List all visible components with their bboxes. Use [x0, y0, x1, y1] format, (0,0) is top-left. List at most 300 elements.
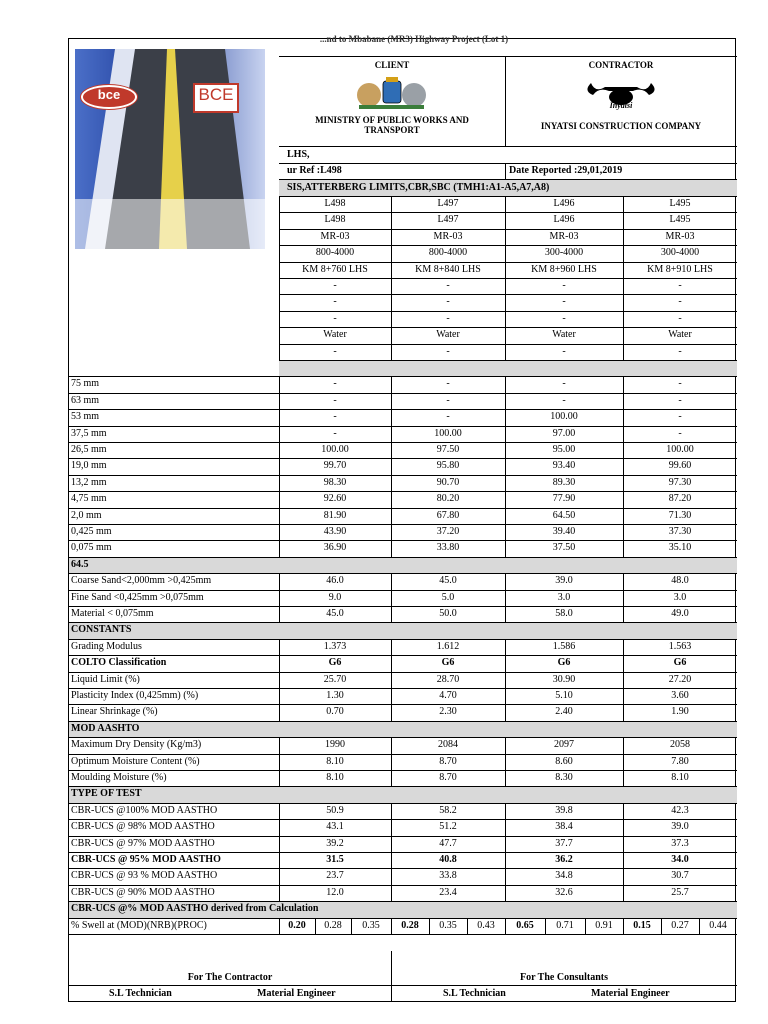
column-line	[623, 426, 624, 442]
column-line	[505, 885, 506, 901]
value-cell: -	[562, 345, 566, 357]
value-cell: -	[562, 280, 566, 291]
for-consultants: For The Consultants	[520, 972, 608, 983]
column-line	[391, 196, 392, 212]
column-line	[391, 426, 392, 442]
value-cell: L497	[437, 198, 459, 209]
value-cell: -	[333, 312, 337, 324]
column-line	[279, 819, 280, 835]
column-line	[279, 278, 280, 294]
value-cell: 36.2	[555, 854, 573, 865]
column-line	[505, 327, 506, 343]
value-cell: 2.40	[555, 706, 573, 718]
value-cell: G6	[673, 657, 687, 669]
column-line	[505, 212, 506, 228]
value-cell: 39.40	[552, 526, 576, 537]
column-line	[391, 770, 392, 786]
column-line	[391, 262, 392, 278]
row-label: Coarse Sand<2,000mm >0,425mm	[71, 575, 212, 587]
value-cell: 8.10	[326, 772, 344, 783]
swell-cell: 0.43	[477, 919, 495, 931]
column-line	[279, 737, 280, 753]
value-cell: 23.7	[326, 870, 344, 882]
column-line	[279, 311, 280, 327]
contractor-logo-text: Inyatsi	[609, 101, 633, 110]
column-line	[279, 262, 280, 278]
value-cell: 2097	[554, 739, 574, 751]
column-line	[279, 475, 280, 491]
swell-cell: 0.35	[362, 919, 380, 931]
value-cell: G6	[441, 657, 455, 669]
column-line	[623, 918, 624, 934]
value-cell: 33.80	[436, 542, 460, 554]
value-cell: 49.0	[671, 608, 689, 619]
material-engineer-contractor: Material Engineer	[257, 988, 336, 999]
column-line	[391, 868, 392, 884]
row-label: Linear Shrinkage (%)	[71, 706, 158, 718]
value-cell: 39.0	[555, 575, 573, 587]
column-line	[623, 393, 624, 409]
value-cell: -	[333, 296, 337, 308]
column-line	[279, 294, 280, 310]
column-line	[505, 754, 506, 770]
swell-cell: 0.71	[556, 919, 574, 931]
value-cell: 2058	[670, 739, 690, 751]
section-heading: MOD AASHTO	[71, 722, 140, 734]
client-label: CLIENT	[374, 60, 410, 70]
client-name: MINISTRY OF PUBLIC WORKS AND TRANSPORT	[315, 115, 469, 135]
value-cell: 36.90	[323, 542, 347, 554]
value-cell: 50.0	[439, 608, 457, 619]
column-line	[623, 524, 624, 540]
column-line	[505, 344, 506, 360]
value-cell: 67.80	[436, 509, 460, 521]
column-line	[623, 885, 624, 901]
value-cell: 2.30	[439, 706, 457, 718]
value-cell: 80.20	[436, 493, 460, 505]
value-cell: 81.90	[323, 509, 347, 521]
value-cell: 25.70	[323, 673, 347, 685]
coat-of-arms-logo	[349, 75, 434, 111]
value-cell: 8.70	[439, 755, 457, 767]
our-ref: ur Ref :L498	[287, 165, 342, 176]
value-cell: -	[333, 411, 337, 423]
column-line	[279, 590, 280, 606]
value-cell: 93.40	[552, 460, 576, 472]
column-line	[505, 672, 506, 688]
value-cell: 12.0	[326, 886, 344, 898]
value-cell: 33.8	[439, 870, 457, 882]
column-line	[391, 212, 392, 228]
section-shade	[69, 722, 737, 737]
column-line	[505, 819, 506, 835]
column-line	[279, 212, 280, 228]
row-label: 53 mm	[71, 411, 100, 423]
value-cell: L498	[324, 198, 346, 209]
value-cell: 39.0	[671, 821, 689, 833]
column-line	[623, 639, 624, 655]
swell-cell: 0.44	[709, 919, 727, 931]
column-line	[391, 672, 392, 688]
column-line	[623, 327, 624, 343]
column-line	[505, 868, 506, 884]
value-cell: 32.6	[555, 886, 573, 898]
value-cell: 40.8	[439, 854, 457, 865]
value-cell: 300-4000	[660, 247, 700, 259]
value-cell: 1.586	[552, 640, 576, 652]
column-line	[467, 918, 468, 934]
column-line	[505, 770, 506, 786]
row-label: 0,425 mm	[71, 526, 112, 537]
column-line	[391, 836, 392, 852]
value-cell: -	[333, 378, 337, 390]
value-cell: -	[446, 411, 450, 423]
column-line	[391, 918, 392, 934]
row-label: 0,075 mm	[71, 542, 112, 554]
column-line	[279, 196, 280, 212]
column-line	[623, 294, 624, 310]
column-line	[623, 212, 624, 228]
value-cell: -	[678, 312, 682, 324]
column-line	[391, 590, 392, 606]
value-cell: 100.00	[550, 411, 578, 423]
section-shade	[69, 558, 737, 573]
row-label: COLTO Classification	[71, 657, 167, 669]
swell-cell: 0.35	[439, 919, 457, 931]
value-cell: 51.2	[439, 821, 457, 833]
value-cell: 39.2	[326, 837, 344, 849]
column-line	[391, 737, 392, 753]
value-cell: -	[678, 378, 682, 390]
column-line	[279, 868, 280, 884]
value-cell: 8.10	[671, 772, 689, 783]
column-line	[505, 311, 506, 327]
value-cell: 39.8	[555, 804, 573, 816]
swell-cell: 0.28	[324, 919, 342, 931]
value-cell: 31.5	[326, 854, 344, 865]
rule-line	[69, 934, 737, 935]
value-cell: 2084	[438, 739, 458, 751]
value-cell: KM 8+910 LHS	[647, 263, 713, 275]
value-cell: L495	[669, 214, 691, 226]
value-cell: 800-4000	[315, 247, 355, 259]
column-line	[545, 918, 546, 934]
value-cell: 8.70	[439, 772, 457, 783]
column-line	[505, 508, 506, 524]
value-cell: -	[678, 427, 682, 439]
column-line	[391, 524, 392, 540]
column-line	[279, 540, 280, 556]
column-line	[391, 442, 392, 458]
column-line	[391, 573, 392, 589]
column-line	[623, 442, 624, 458]
column-line	[391, 803, 392, 819]
value-cell: 46.0	[326, 575, 344, 587]
value-cell: -	[333, 427, 337, 439]
column-line	[505, 606, 506, 622]
value-cell: Water	[436, 329, 460, 341]
material-engineer-consultants: Material Engineer	[591, 988, 670, 999]
row-label: CBR-UCS @ 95% MOD AASTHO	[71, 854, 221, 865]
column-line	[505, 262, 506, 278]
column-line	[391, 409, 392, 425]
value-cell: 97.00	[552, 427, 576, 439]
column-line	[623, 344, 624, 360]
column-line	[505, 196, 506, 212]
value-cell: -	[678, 411, 682, 423]
column-line	[391, 229, 392, 245]
column-line	[505, 294, 506, 310]
sl-technician-contractor: S.L Technician	[109, 988, 172, 999]
section-heading: 64.5	[71, 558, 89, 570]
column-line	[505, 491, 506, 507]
column-line	[623, 803, 624, 819]
column-line	[623, 852, 624, 868]
column-line	[391, 278, 392, 294]
shaded-row	[279, 361, 737, 376]
row-label: Moulding Moisture (%)	[71, 772, 167, 783]
row-label: CBR-UCS @ 97% MOD AASTHO	[71, 837, 215, 849]
column-line	[279, 918, 280, 934]
value-cell: 8.30	[555, 772, 573, 783]
column-line	[623, 704, 624, 720]
section-shade	[69, 787, 737, 802]
column-line	[699, 918, 700, 934]
column-line	[279, 704, 280, 720]
value-cell: 25.7	[671, 886, 689, 898]
column-line	[623, 737, 624, 753]
value-cell: -	[562, 394, 566, 406]
value-cell: 4.70	[439, 690, 457, 701]
column-line	[623, 278, 624, 294]
value-cell: L496	[553, 214, 575, 226]
column-line	[391, 311, 392, 327]
column-line	[505, 852, 506, 868]
row-label: Fine Sand <0,425mm >0,075mm	[71, 591, 204, 603]
row-label: CBR-UCS @ 90% MOD AASTHO	[71, 886, 215, 898]
value-cell: Water	[552, 329, 576, 341]
column-line	[391, 508, 392, 524]
column-line	[279, 229, 280, 245]
column-line	[429, 918, 430, 934]
value-cell: Water	[323, 329, 347, 341]
value-cell: 800-4000	[428, 247, 468, 259]
value-cell: 27.20	[668, 673, 692, 685]
column-line	[623, 229, 624, 245]
value-cell: 45.0	[326, 608, 344, 619]
column-line	[623, 196, 624, 212]
row-label: 2,0 mm	[71, 509, 102, 521]
column-line	[505, 573, 506, 589]
column-line	[623, 688, 624, 704]
value-cell: 43.1	[326, 821, 344, 833]
value-cell: -	[678, 296, 682, 308]
column-line	[505, 918, 506, 934]
column-line	[623, 491, 624, 507]
column-line	[279, 672, 280, 688]
column-line	[623, 376, 624, 392]
road-photo-image	[75, 49, 265, 249]
value-cell: 0.70	[326, 706, 344, 718]
swell-cell: 0.27	[671, 919, 689, 931]
value-cell: 3.0	[673, 591, 687, 603]
value-cell: 99.60	[668, 460, 692, 472]
column-line	[661, 918, 662, 934]
side-label: LHS,	[287, 149, 310, 160]
value-cell: -	[333, 280, 337, 291]
value-cell: 30.7	[671, 870, 689, 882]
value-cell: 58.2	[439, 804, 457, 816]
value-cell: 34.8	[555, 870, 573, 882]
section-shade	[69, 623, 737, 638]
column-line	[585, 918, 586, 934]
value-cell: 5.10	[555, 690, 573, 701]
row-label: 4,75 mm	[71, 493, 107, 505]
value-cell: -	[333, 345, 337, 357]
value-cell: 9.0	[328, 591, 342, 603]
logo-block	[69, 39, 279, 385]
column-line	[391, 754, 392, 770]
column-line	[623, 672, 624, 688]
column-line	[279, 754, 280, 770]
column-line	[505, 409, 506, 425]
value-cell: 23.4	[439, 886, 457, 898]
section-heading: CBR-UCS @% MOD AASTHO derived from Calculation	[71, 903, 319, 915]
value-cell: L495	[669, 198, 691, 209]
column-line	[623, 245, 624, 261]
column-line	[279, 327, 280, 343]
bce-oval-text: bce	[97, 87, 121, 102]
column-line	[279, 573, 280, 589]
column-line	[623, 262, 624, 278]
value-cell: 64.50	[552, 509, 576, 521]
swell-cell: 0.65	[516, 919, 534, 931]
value-cell: G6	[328, 657, 342, 669]
value-cell: 38.4	[555, 821, 573, 833]
value-cell: -	[678, 280, 682, 291]
column-line	[623, 836, 624, 852]
value-cell: 1.563	[668, 640, 692, 652]
value-cell: 1.30	[326, 690, 344, 701]
column-line	[279, 442, 280, 458]
date-reported: Date Reported :29,01,2019	[509, 165, 623, 176]
column-line	[279, 458, 280, 474]
column-line	[391, 540, 392, 556]
value-cell: -	[562, 378, 566, 390]
value-cell: 71.30	[668, 509, 692, 521]
column-line	[391, 475, 392, 491]
value-cell: 47.7	[439, 837, 457, 849]
value-cell: 8.10	[326, 755, 344, 767]
column-line	[505, 278, 506, 294]
value-cell: 37.3	[671, 837, 689, 849]
column-line	[505, 393, 506, 409]
column-line	[505, 442, 506, 458]
value-cell: 42.3	[671, 804, 689, 816]
value-cell: 37.30	[668, 526, 692, 537]
column-line	[279, 655, 280, 671]
value-cell: KM 8+760 LHS	[302, 263, 368, 275]
value-cell: 37.20	[436, 526, 460, 537]
column-line	[351, 918, 352, 934]
column-line	[279, 376, 280, 392]
column-line	[505, 458, 506, 474]
column-line	[623, 475, 624, 491]
value-cell: 92.60	[323, 493, 347, 505]
column-line	[279, 508, 280, 524]
column-line	[279, 409, 280, 425]
project-title: ...nd to Mbabane (MR3) Highway Project (Lot 1)	[319, 34, 509, 44]
column-line	[279, 245, 280, 261]
row-label: CBR-UCS @ 98% MOD AASTHO	[71, 821, 215, 833]
swell-label: % Swell at (MOD)(NRB)(PROC)	[71, 919, 207, 931]
row-label: CBR-UCS @100% MOD AASTHO	[71, 804, 218, 816]
value-cell: 37.50	[552, 542, 576, 554]
value-cell: 50.9	[326, 804, 344, 816]
value-cell: 98.30	[323, 476, 347, 488]
row-label: 26,5 mm	[71, 444, 107, 455]
column-line	[623, 590, 624, 606]
value-cell: 1.90	[671, 706, 689, 718]
column-line	[623, 458, 624, 474]
for-contractor: For The Contractor	[187, 972, 273, 983]
row-label: Plasticity Index (0,425mm) (%)	[71, 690, 199, 701]
value-cell: L498	[324, 214, 346, 226]
column-line	[505, 737, 506, 753]
column-line	[505, 704, 506, 720]
value-cell: -	[446, 296, 450, 308]
value-cell: MR-03	[549, 230, 579, 242]
value-cell: MR-03	[320, 230, 350, 242]
value-cell: -	[446, 312, 450, 324]
column-line	[623, 409, 624, 425]
column-line	[279, 491, 280, 507]
row-label: Grading Modulus	[71, 640, 142, 652]
row-label: CBR-UCS @ 93 % MOD AASTHO	[71, 870, 218, 882]
column-line	[623, 868, 624, 884]
contractor-name: INYATSI CONSTRUCTION COMPANY	[540, 121, 702, 131]
column-line	[391, 294, 392, 310]
column-line	[623, 540, 624, 556]
column-line	[623, 819, 624, 835]
value-cell: 90.70	[436, 476, 460, 488]
column-line	[391, 245, 392, 261]
column-line	[279, 606, 280, 622]
value-cell: L496	[553, 198, 575, 209]
swell-cell: 0.28	[401, 919, 419, 931]
column-line	[623, 508, 624, 524]
value-cell: L497	[437, 214, 459, 226]
column-line	[505, 229, 506, 245]
column-line	[505, 524, 506, 540]
sl-technician-consultants: S.L Technician	[443, 988, 506, 999]
column-line	[505, 426, 506, 442]
value-cell: 97.50	[436, 444, 460, 455]
value-cell: 37.7	[555, 837, 573, 849]
column-line	[391, 885, 392, 901]
value-cell: 7.80	[671, 755, 689, 767]
row-label: Material < 0,075mm	[71, 608, 154, 619]
column-line	[279, 836, 280, 852]
value-cell: 100.00	[666, 444, 694, 455]
value-cell: MR-03	[665, 230, 695, 242]
value-cell: 30.90	[552, 673, 576, 685]
column-line	[623, 655, 624, 671]
value-cell: 5.0	[441, 591, 455, 603]
value-cell: 1.373	[323, 640, 347, 652]
swell-cell: 0.91	[595, 919, 613, 931]
value-cell: 48.0	[671, 575, 689, 587]
